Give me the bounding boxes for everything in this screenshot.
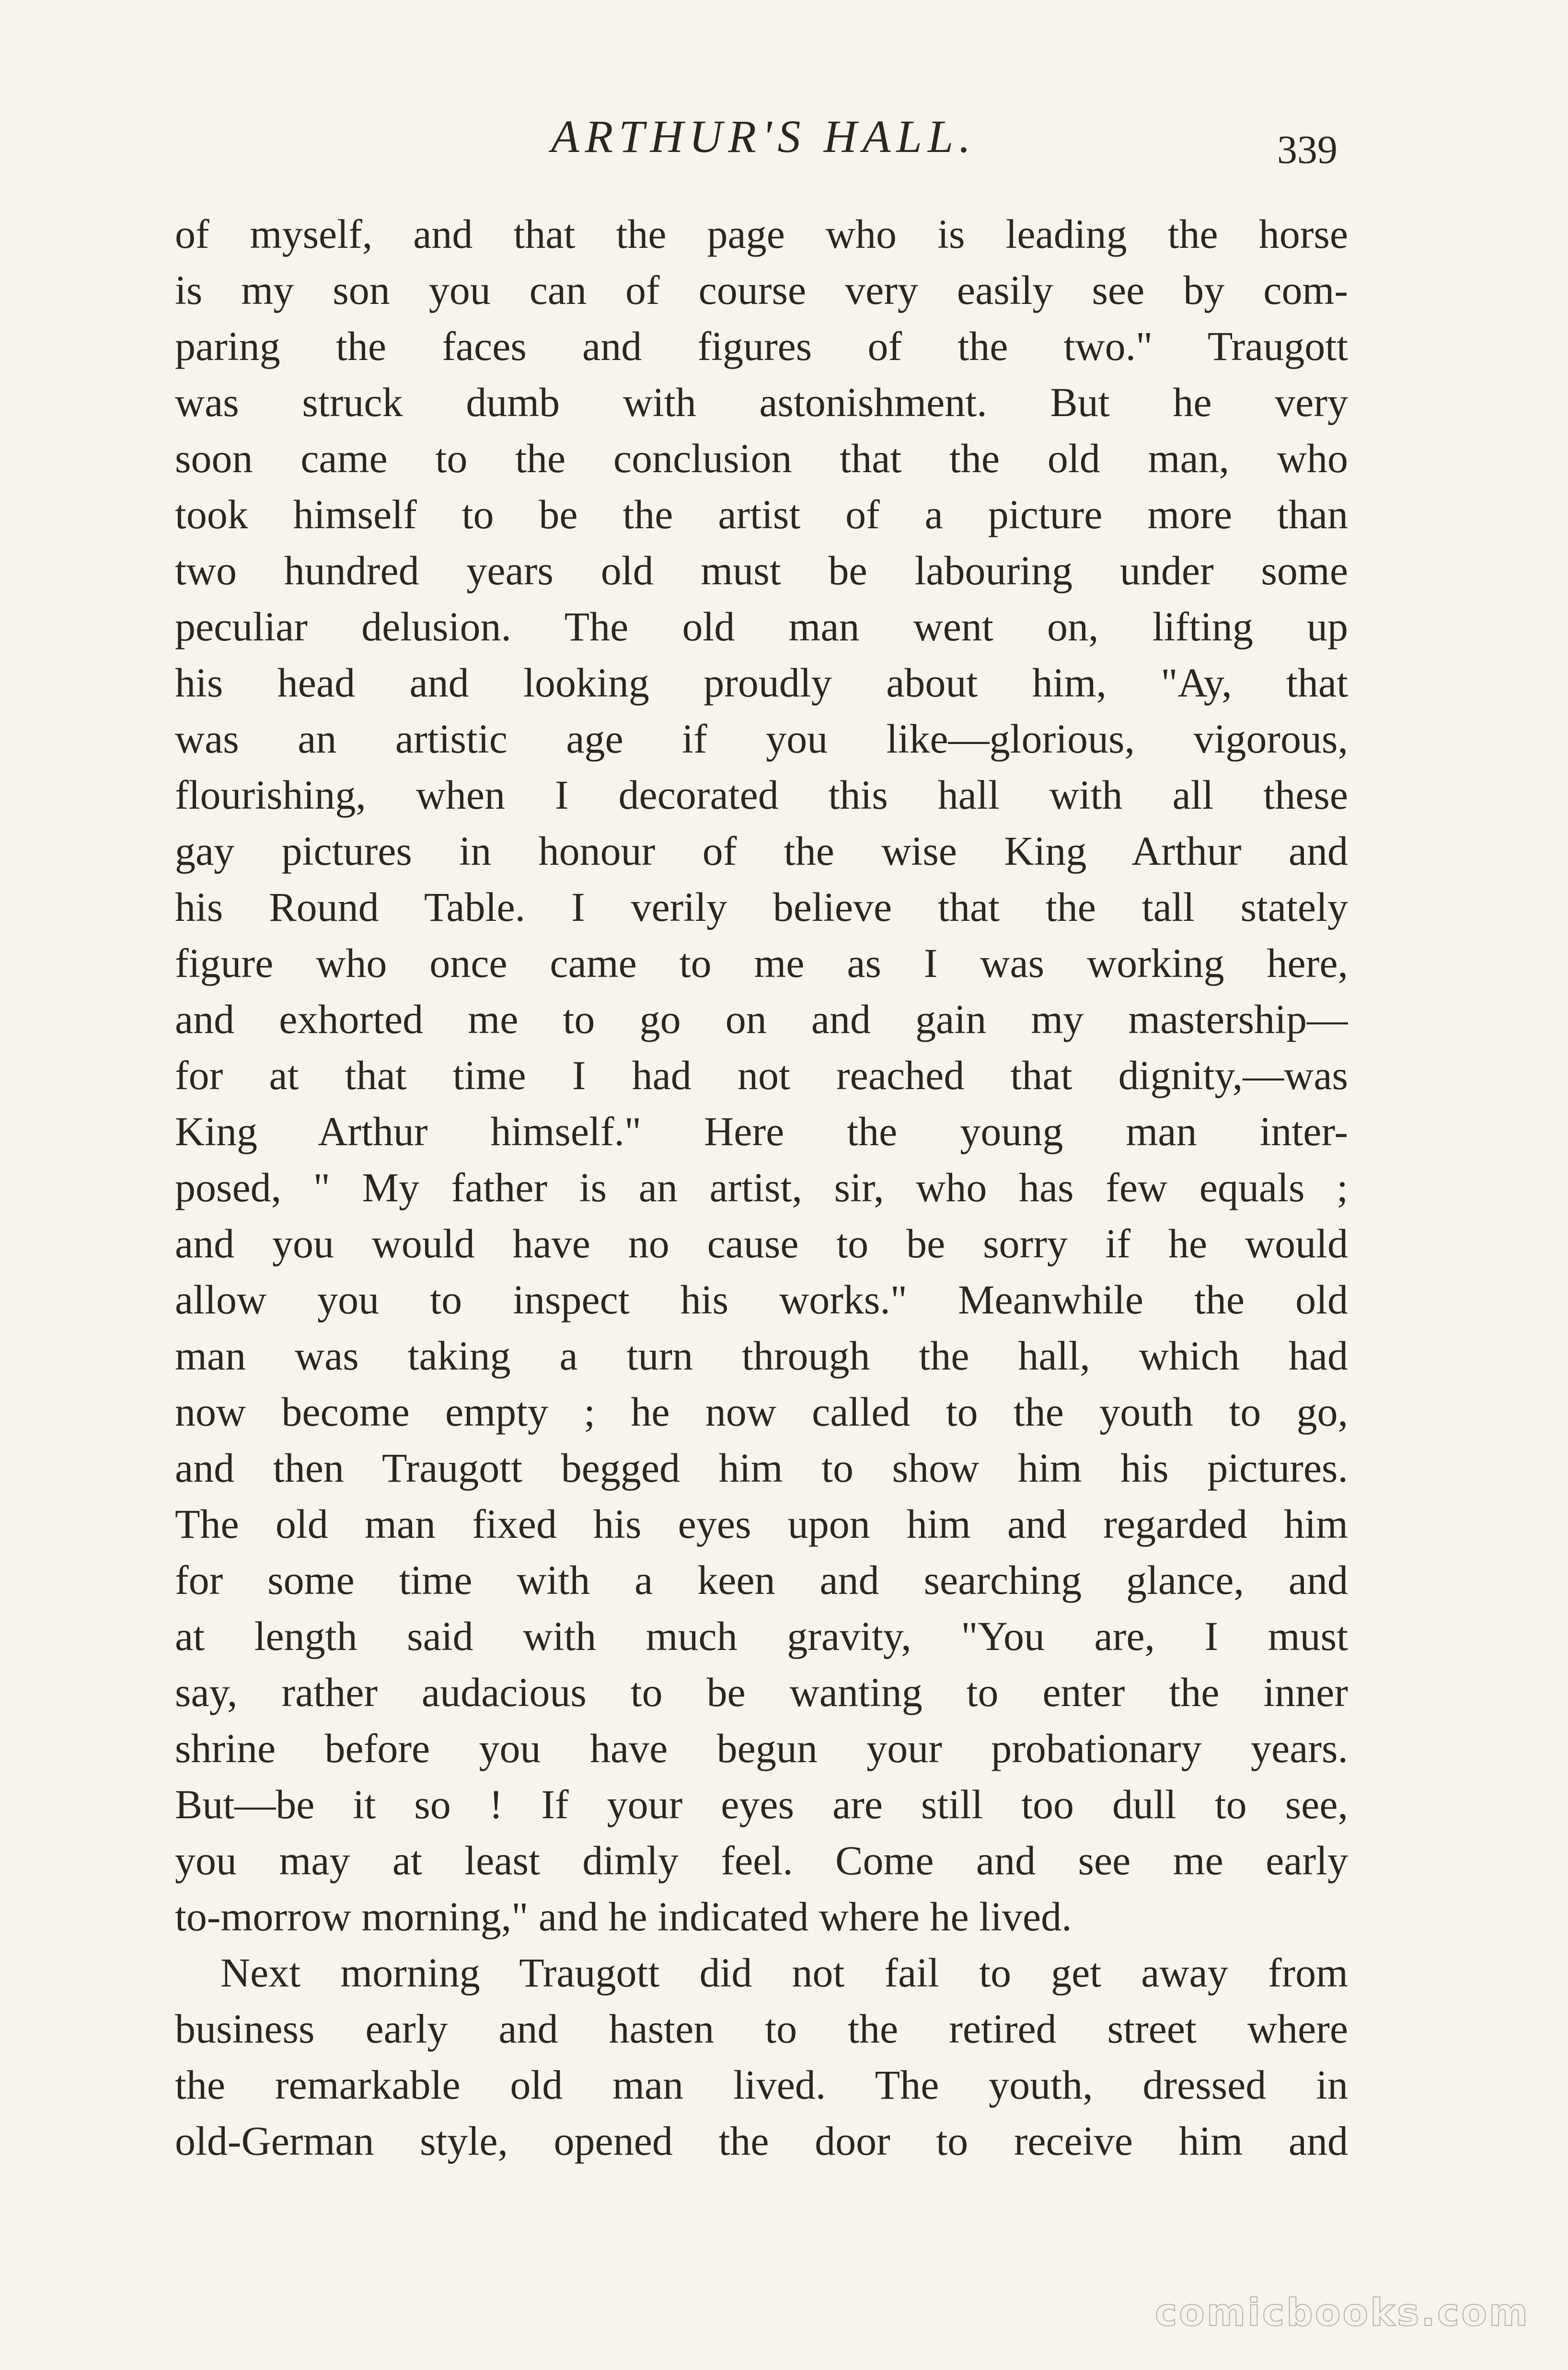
text-line: and then Traugott begged him to show him his pictures. [175,1445,1348,1491]
text-line: flourishing, when I decorated this hall with all these [175,772,1348,818]
text-line: for some time with a keen and searching glance, and [175,1557,1348,1603]
text-line: gay pictures in honour of the wise King Arthur and [175,828,1348,874]
page-header [0,108,1568,172]
text-line: But—be it so ! If your eyes are still too dull to see, [175,1781,1348,1827]
text-line: and you would have no cause to be sorry if he would [175,1220,1348,1266]
running-head: ARTHUR'S HALL. [551,111,977,162]
text-line: was an artistic age if you like—glorious, vigorous, [175,716,1348,762]
text-line: to-morrow morning," and he indicated where he lived. [175,1894,1072,1940]
text-line: Next morning Traugott did not fail to get away from [220,1950,1348,1996]
text-line: was struck dumb with astonishment. But he very [175,379,1348,425]
text-line: of myself, and that the page who is leading the horse [175,211,1348,257]
text-line: figure who once came to me as I was working here, [175,940,1348,986]
text-line: peculiar delusion. The old man went on, lifting up [175,604,1348,650]
text-line: two hundred years old must be labouring under some [175,547,1348,593]
text-line: you may at least dimly feel. Come and see me early [175,1837,1348,1883]
text-line: his Round Table. I verily believe that the tall stately [175,884,1348,930]
text-line: the remarkable old man lived. The youth, dressed in [175,2062,1348,2108]
watermark: comicbooks.com [1155,2291,1530,2335]
text-line: shrine before you have begun your probationary years. [175,1725,1348,1771]
text-line: man was taking a turn through the hall, which had [175,1333,1348,1379]
text-line: took himself to be the artist of a picture more than [175,491,1348,537]
text-line: paring the faces and figures of the two." Traugott [175,323,1348,369]
text-line: business early and hasten to the retired street where [175,2006,1348,2052]
text-line: old-German style, opened the door to receive him and [175,2118,1348,2164]
text-line: say, rather audacious to be wanting to enter the inner [175,1669,1348,1715]
text-line: is my son you can of course very easily see by com- [175,267,1348,313]
text-line: soon came to the conclusion that the old man, who [175,435,1348,481]
text-line: The old man fixed his eyes upon him and regarded him [175,1501,1348,1547]
text-line: and exhorted me to go on and gain my mastership— [175,996,1348,1042]
text-line: his head and looking proudly about him, "Ay, that [175,660,1348,706]
text-line: allow you to inspect his works." Meanwhile the old [175,1277,1348,1323]
text-line: at length said with much gravity, "You are, I must [175,1613,1348,1659]
text-line: posed, " My father is an artist, sir, who has few equals ; [175,1164,1348,1210]
text-line: King Arthur himself." Here the young man inter- [175,1108,1348,1154]
body-text [175,206,1348,2169]
page-number: 339 [1277,128,1337,172]
text-line: for at that time I had not reached that dignity,—was [175,1052,1348,1098]
text-line: now become empty ; he now called to the youth to go, [175,1389,1348,1435]
